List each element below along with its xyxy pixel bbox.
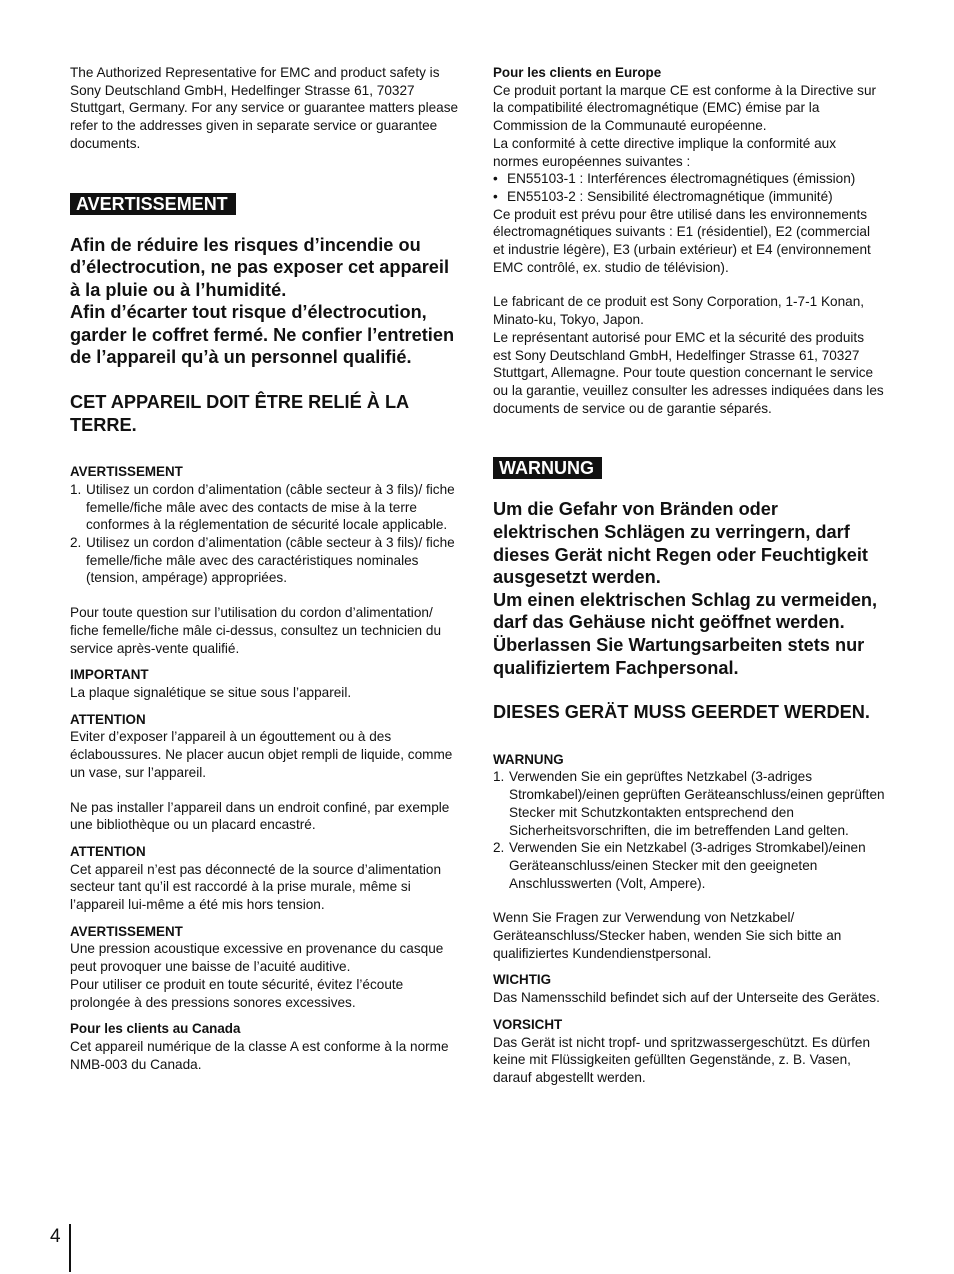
- list-item: 1. Verwenden Sie ein geprüftes Netzkabel (3-adriges Stromkabel)/einen geprüften Geräteanschluss/einen geprüften Stecker mit Schutzkontakten entsprechend den Sicherheitsvorschriften, die im betreffenden Land gelten.: [493, 769, 885, 838]
- representative-text-fr: Le représentant autorisé pour EMC et la sécurité des produits est Sony Deutschland GmbH, Hedelfinger Strasse 61, 70327 Stuttgart, Allemagne. Pour toute question concernant le service ou la garantie, veuillez consulter les adresses indiquées dans les documents de service ou de garantie séparés.: [493, 329, 884, 416]
- disconnect-warning-fr: Cet appareil n’est pas déconnecté de la source d’alimentation secteur tant qu’il est raccordé à la prise murale, même si l’appareil lui-même a été mis hors tension.: [70, 861, 442, 913]
- power-cord-note-fr: Pour toute question sur l’utilisation du cordon d’alimentation/ fiche femelle/fiche mâle ci-dessus, consultez un technicien du service après-vente qualifié.: [70, 605, 442, 656]
- left-column: [70, 64, 462, 1073]
- enclosure-warning-fr: Afin d’écarter tout risque d’électrocution, garder le coffret fermé. Ne confier l’entretien de l’appareil qu’à un personnel qualifié.: [70, 302, 455, 368]
- emc-representative-text: The Authorized Representative for EMC and product safety is Sony Deutschland GmbH, Hedelfinger Strasse 61, 70327 Stuttgart, Germany. For any service or guarantee matters please refer to the addresses given in separate service or guarantee documents.: [70, 65, 459, 151]
- bullet-icon: •: [493, 188, 498, 204]
- sound-pressure-warning-fr: Une pression acoustique excessive en provenance du casque peut provoquer une baisse de l’acuité auditive.: [70, 941, 444, 975]
- section-label-warnung: WARNUNG: [493, 751, 564, 767]
- right-column: [493, 64, 885, 1087]
- splash-warning-de: Das Gerät ist nicht tropf- und spritzwassergeschützt. Es dürfen keine mit Flüssigkeiten gefüllten Gegenstände, z. B. Vasen, darauf abgestellt werden.: [493, 1034, 871, 1085]
- power-cord-list-fr: [70, 481, 462, 587]
- bullet-icon: •: [493, 171, 498, 187]
- section-label-avertissement-2: AVERTISSEMENT: [70, 923, 183, 939]
- list-item: • EN55103-1 : Interférences électromagnétiques (émission): [493, 171, 856, 187]
- enclosure-warning-de: Um einen elektrischen Schlag zu vermeiden, darf das Gehäuse nicht geöffnet werden. Überlassen Sie Wartungsarbeiten stets nur qualifiziertem Fachpersonal.: [493, 589, 878, 678]
- nameplate-text-fr: La plaque signalétique se situe sous l’appareil.: [70, 685, 352, 700]
- power-cord-list-de: [493, 768, 885, 892]
- environment-text: Ce produit est prévu pour être utilisé dans les environnements électromagnétiques suivants : E1 (résidentiel), E2 (commercial et industrie légère), E3 (urbain extérieur) et E4 (environnement EMC contrôlé, ex. studio de télévision).: [493, 206, 871, 275]
- list-item: 1. Utilisez un cordon d’alimentation (câble secteur à 3 fils)/ fiche femelle/fiche mâle avec des contacts de mise à la terre conformes à la réglementation de sécurité locale applicable.: [70, 481, 455, 533]
- nameplate-text-de: Das Namensschild befindet sich auf der Unterseite des Gerätes.: [493, 990, 880, 1006]
- conformity-text: La conformité à cette directive implique la conformité aux normes européennes suivantes :: [493, 135, 837, 169]
- page-number: 4: [50, 1226, 61, 1247]
- splash-warning-fr: Eviter d’exposer l’appareil à un égouttement ou à des éclaboussures. Ne placer aucun objet rempli de liquide, comme un vase, sur l’appareil.: [70, 729, 453, 780]
- section-label-attention: ATTENTION: [70, 711, 146, 727]
- fire-shock-warning-fr: Afin de réduire les risques d’incendie ou d’électrocution, ne pas exposer cet appareil à la pluie ou à l’humidité.: [70, 234, 450, 300]
- fire-shock-warning-de: Um die Gefahr von Bränden oder elektrischen Schlägen zu verringern, darf dieses Gerät nicht Regen oder Feuchtigkeit ausgesetzt werden.: [493, 499, 868, 588]
- safe-listening-text-fr: Pour utiliser ce produit en toute sécurité, évitez l’écoute prolongée à des pressions sonores excessives.: [70, 976, 404, 1010]
- list-item: 2. Utilisez un cordon d’alimentation (câble secteur à 3 fils)/ fiche femelle/fiche mâle avec des caractéristiques nominales (tension, ampérage) appropriées.: [70, 535, 455, 586]
- earth-notice-de: DIESES GERÄT MUSS GEERDET WERDEN.: [493, 702, 870, 723]
- section-label-canada: Pour les clients au Canada: [70, 1021, 241, 1037]
- section-label-europe: Pour les clients en Europe: [493, 65, 662, 80]
- avertissement-banner: AVERTISSEMENT: [70, 193, 236, 215]
- earth-notice-fr: CET APPAREIL DOIT ÊTRE RELIÉ À LA TERRE.: [70, 392, 409, 435]
- section-label-vorsicht: VORSICHT: [493, 1016, 563, 1032]
- warnung-banner: WARNUNG: [493, 457, 602, 479]
- page-margin-rule: [69, 1224, 71, 1272]
- section-label-important: IMPORTANT: [70, 667, 149, 683]
- list-item: • EN55103-2 : Sensibilité électromagnétique (immunité): [493, 188, 833, 204]
- section-label-wichtig: WICHTIG: [493, 972, 552, 988]
- list-item: 2. Verwenden Sie ein Netzkabel (3-adriges Stromkabel)/einen Geräteanschluss/einen Stecker mit den geeigneten Anschlusswerten (Volt, Ampere).: [493, 840, 866, 891]
- section-label-avertissement: AVERTISSEMENT: [70, 464, 183, 480]
- power-cord-note-de: Wenn Sie Fragen zur Verwendung von Netzkabel/ Geräteanschluss/Stecker haben, wenden Sie sich bitte an qualifiziertes Kundendienstpersonal.: [493, 910, 842, 961]
- ce-directive-text: Ce produit portant la marque CE est conforme à la Directive sur la compatibilité électromagnétique (EMC) émise par la Commission de la Communauté européenne.: [493, 82, 877, 134]
- standards-list: [493, 170, 885, 205]
- section-label-attention-2: ATTENTION: [70, 843, 146, 859]
- manufacturer-text: Le fabricant de ce produit est Sony Corporation, 1-7-1 Konan, Minato-ku, Tokyo, Japon.: [493, 294, 865, 328]
- canada-compliance-text: Cet appareil numérique de la classe A est conforme à la norme NMB-003 du Canada.: [70, 1038, 449, 1072]
- confined-space-warning-fr: Ne pas installer l’appareil dans un endroit confiné, par exemple une bibliothèque ou un placard encastré.: [70, 799, 450, 833]
